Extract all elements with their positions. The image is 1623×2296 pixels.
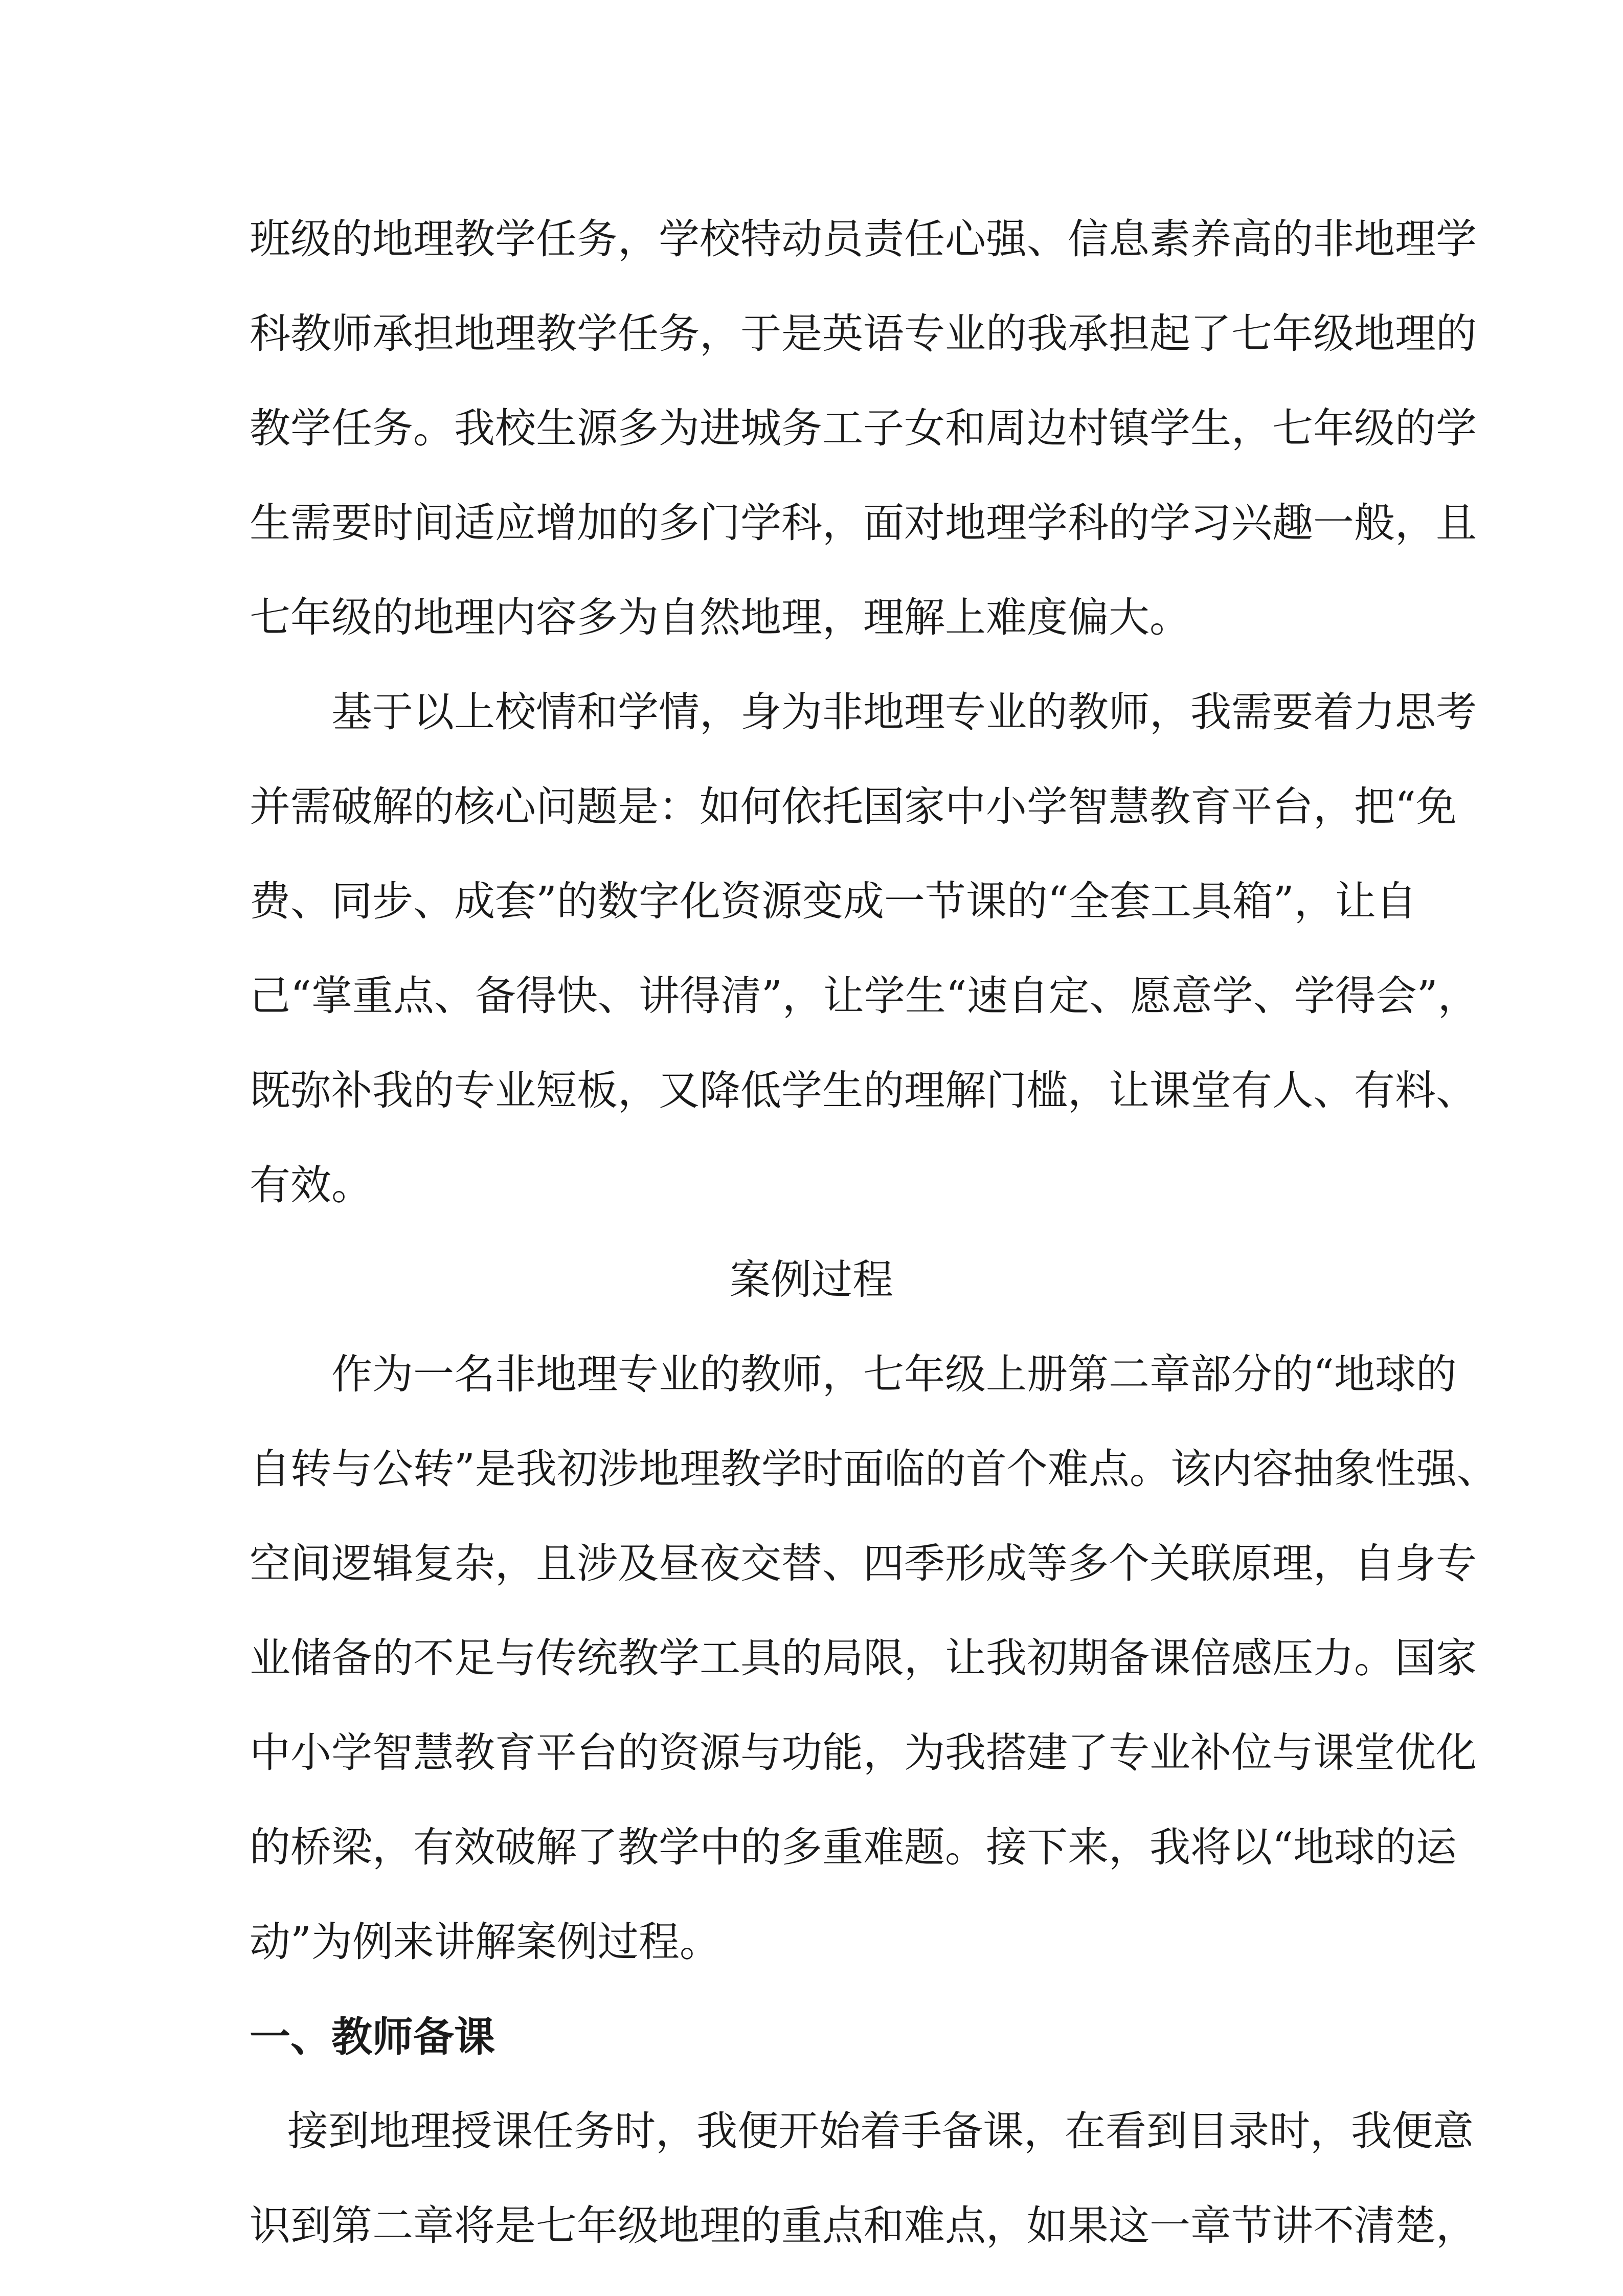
paragraph-3-line-2: 自转与公转”是我初涉地理教学时面临的首个难点。该内容抽象性强、 bbox=[250, 1445, 1498, 1493]
paragraph-3-line-7: 动”为例来讲解案例过程。 bbox=[250, 1918, 720, 1966]
paragraph-3-line-5: 中小学智慧教育平台的资源与功能，为我搭建了专业补位与课堂优化 bbox=[250, 1729, 1477, 1776]
paragraph-2-line-3: 费、同步、成套”的数字化资源变成一节课的“全套工具箱”，让自 bbox=[250, 877, 1417, 925]
paragraph-3-line-3: 空间逻辑复杂，且涉及昼夜交替、四季形成等多个关联原理，自身专 bbox=[250, 1540, 1477, 1587]
paragraph-3-line-6: 的桥梁，有效破解了教学中的多重难题。接下来，我将以“地球的运 bbox=[250, 1824, 1457, 1871]
paragraph-4-line-1: 接到地理授课任务时，我便开始着手备课，在看到目录时，我便意 bbox=[287, 2107, 1474, 2155]
paragraph-1-line-2: 科教师承担地理教学任务，于是英语专业的我承担起了七年级地理的 bbox=[250, 310, 1477, 357]
paragraph-1-line-1: 班级的地理教学任务，学校特动员责任心强、信息素养高的非地理学 bbox=[250, 215, 1477, 263]
subheading-teacher-preparation: 一、教师备课 bbox=[250, 2013, 495, 2061]
paragraph-1-line-4: 生需要时间适应增加的多门学科，面对地理学科的学习兴趣一般，且 bbox=[250, 499, 1477, 547]
paragraph-2-line-5: 既弥补我的专业短板，又降低学生的理解门槛，让课堂有人、有料、 bbox=[250, 1067, 1477, 1114]
paragraph-1-line-3: 教学任务。我校生源多为进城务工子女和周边村镇学生，七年级的学 bbox=[250, 404, 1477, 452]
paragraph-2-line-2: 并需破解的核心问题是：如何依托国家中小学智慧教育平台，把“免 bbox=[250, 783, 1457, 830]
paragraph-3-line-1: 作为一名非地理专业的教师，七年级上册第二章部分的“地球的 bbox=[331, 1350, 1457, 1398]
paragraph-4-line-2: 识到第二章将是七年级地理的重点和难点，如果这一章节讲不清楚， bbox=[250, 2202, 1477, 2249]
paragraph-2-line-6: 有效。 bbox=[250, 1161, 372, 1209]
section-heading: 案例过程 bbox=[730, 1256, 893, 1303]
paragraph-2-line-4: 己“掌重点、备得快、讲得清”，让学生“速自定、愿意学、学得会”， bbox=[250, 972, 1479, 1020]
paragraph-3-line-4: 业储备的不足与传统教学工具的局限，让我初期备课倍感压力。国家 bbox=[250, 1634, 1477, 1682]
paragraph-2-line-1: 基于以上校情和学情，身为非地理专业的教师，我需要着力思考 bbox=[331, 688, 1477, 736]
paragraph-1-line-5: 七年级的地理内容多为自然地理，理解上难度偏大。 bbox=[250, 594, 1190, 641]
